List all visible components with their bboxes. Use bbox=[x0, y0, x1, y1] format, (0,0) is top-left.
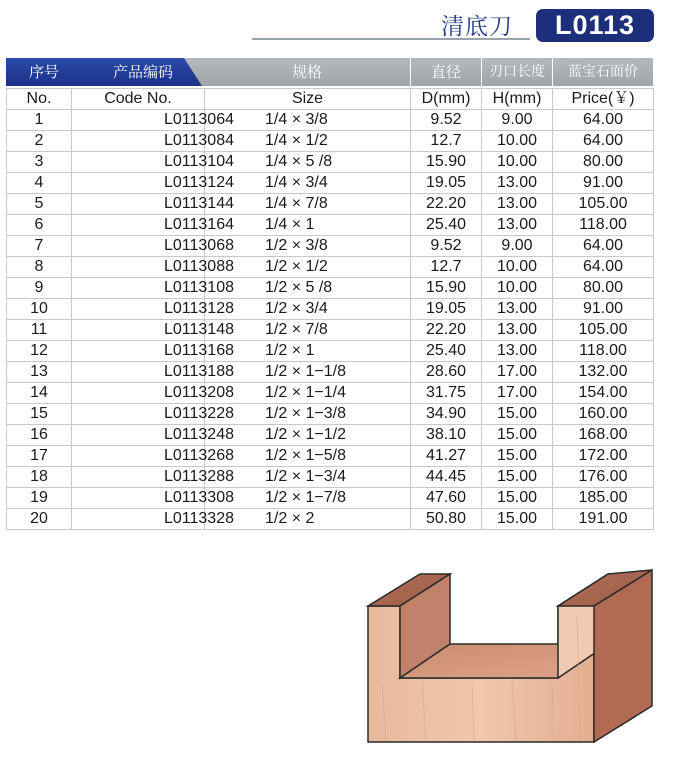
header-height: 刃口长度 bbox=[489, 64, 545, 80]
cell-height: 15.00 bbox=[482, 425, 553, 446]
product-title: 清底刀 bbox=[441, 14, 513, 40]
cell-size: 1/2 × 1−1/2 bbox=[205, 425, 411, 446]
cell-height: 10.00 bbox=[482, 278, 553, 299]
cell-code: L0113168 bbox=[72, 341, 205, 362]
cell-price: 172.00 bbox=[553, 446, 654, 467]
cell-price: 191.00 bbox=[553, 509, 654, 530]
cell-diameter: 34.90 bbox=[411, 404, 482, 425]
cell-price: 132.00 bbox=[553, 362, 654, 383]
cell-diameter: 19.05 bbox=[411, 173, 482, 194]
cell-no: 16 bbox=[7, 425, 72, 446]
cell-size: 1/2 × 2 bbox=[205, 509, 411, 530]
spec-table bbox=[6, 88, 654, 530]
cell-no: 3 bbox=[7, 152, 72, 173]
table-row bbox=[7, 152, 654, 173]
cell-no: 18 bbox=[7, 467, 72, 488]
cell-size: 1/2 × 1−3/8 bbox=[205, 404, 411, 425]
cell-no: 19 bbox=[7, 488, 72, 509]
cell-no: 9 bbox=[7, 278, 72, 299]
cell-diameter: 9.52 bbox=[411, 236, 482, 257]
cell-size: 1/2 × 1/2 bbox=[205, 257, 411, 278]
cell-price: 176.00 bbox=[553, 467, 654, 488]
cell-no: 7 bbox=[7, 236, 72, 257]
cell-price: 168.00 bbox=[553, 425, 654, 446]
cell-price: 64.00 bbox=[553, 110, 654, 131]
table-row bbox=[7, 257, 654, 278]
cell-no: 6 bbox=[7, 215, 72, 236]
cell-price: 91.00 bbox=[553, 299, 654, 320]
cell-diameter: 44.45 bbox=[411, 467, 482, 488]
cell-no: 1 bbox=[7, 110, 72, 131]
cell-height: 10.00 bbox=[482, 257, 553, 278]
cell-height: 9.00 bbox=[482, 236, 553, 257]
table-row bbox=[7, 131, 654, 152]
table-row bbox=[7, 194, 654, 215]
cell-price: 105.00 bbox=[553, 194, 654, 215]
header-price: 蓝宝石面价 bbox=[568, 64, 638, 80]
table-row bbox=[7, 341, 654, 362]
cell-size: 1/2 × 3/4 bbox=[205, 299, 411, 320]
cell-height: 10.00 bbox=[482, 152, 553, 173]
cell-price: 80.00 bbox=[553, 152, 654, 173]
cell-diameter: 25.40 bbox=[411, 341, 482, 362]
cell-code: L0113288 bbox=[72, 467, 205, 488]
cell-no: 20 bbox=[7, 509, 72, 530]
cell-size: 1/2 × 1−1/4 bbox=[205, 383, 411, 404]
cell-diameter: 41.27 bbox=[411, 446, 482, 467]
cell-size: 1/2 × 5 /8 bbox=[205, 278, 411, 299]
cell-size: 1/4 × 1/2 bbox=[205, 131, 411, 152]
cell-code: L0113144 bbox=[72, 194, 205, 215]
cell-height: 15.00 bbox=[482, 488, 553, 509]
header-size: 规格 bbox=[291, 63, 322, 81]
cell-height: 17.00 bbox=[482, 362, 553, 383]
header-code: 产品编码 bbox=[112, 63, 173, 81]
cell-size: 1/2 × 1−5/8 bbox=[205, 446, 411, 467]
cell-size: 1/4 × 5 /8 bbox=[205, 152, 411, 173]
cell-diameter: 31.75 bbox=[411, 383, 482, 404]
cell-code: L0113228 bbox=[72, 404, 205, 425]
unit-diameter: D(mm) bbox=[411, 89, 482, 110]
cell-no: 4 bbox=[7, 173, 72, 194]
cell-code: L0113148 bbox=[72, 320, 205, 341]
table-row bbox=[7, 299, 654, 320]
cell-diameter: 19.05 bbox=[411, 299, 482, 320]
cell-code: L0113308 bbox=[72, 488, 205, 509]
cell-code: L0113108 bbox=[72, 278, 205, 299]
unit-no: No. bbox=[7, 89, 72, 110]
cell-code: L0113128 bbox=[72, 299, 205, 320]
cell-diameter: 15.90 bbox=[411, 152, 482, 173]
cell-price: 154.00 bbox=[553, 383, 654, 404]
cell-no: 11 bbox=[7, 320, 72, 341]
cell-size: 1/2 × 1 bbox=[205, 341, 411, 362]
table-row bbox=[7, 110, 654, 131]
cell-height: 15.00 bbox=[482, 509, 553, 530]
cell-diameter: 28.60 bbox=[411, 362, 482, 383]
cell-size: 1/4 × 3/4 bbox=[205, 173, 411, 194]
cell-price: 185.00 bbox=[553, 488, 654, 509]
cell-code: L0113068 bbox=[72, 236, 205, 257]
unit-price: Price(￥) bbox=[553, 89, 654, 110]
table-row bbox=[7, 362, 654, 383]
header-diameter: 直径 bbox=[430, 63, 461, 81]
cell-height: 13.00 bbox=[482, 341, 553, 362]
cell-diameter: 38.10 bbox=[411, 425, 482, 446]
model-badge: L0113 bbox=[536, 9, 654, 42]
cell-no: 8 bbox=[7, 257, 72, 278]
table-row bbox=[7, 509, 654, 530]
cell-price: 118.00 bbox=[553, 215, 654, 236]
cell-price: 64.00 bbox=[553, 131, 654, 152]
cell-code: L0113104 bbox=[72, 152, 205, 173]
cell-height: 13.00 bbox=[482, 299, 553, 320]
cell-no: 5 bbox=[7, 194, 72, 215]
table-row bbox=[7, 173, 654, 194]
cell-size: 1/4 × 7/8 bbox=[205, 194, 411, 215]
cell-price: 64.00 bbox=[553, 257, 654, 278]
cell-code: L0113188 bbox=[72, 362, 205, 383]
cell-no: 13 bbox=[7, 362, 72, 383]
cell-price: 80.00 bbox=[553, 278, 654, 299]
header-no: 序号 bbox=[28, 63, 59, 81]
cell-size: 1/4 × 3/8 bbox=[205, 110, 411, 131]
cell-height: 17.00 bbox=[482, 383, 553, 404]
cell-price: 118.00 bbox=[553, 341, 654, 362]
cell-size: 1/2 × 3/8 bbox=[205, 236, 411, 257]
cell-diameter: 12.7 bbox=[411, 257, 482, 278]
cell-size: 1/2 × 7/8 bbox=[205, 320, 411, 341]
units-row bbox=[7, 89, 654, 110]
cell-size: 1/4 × 1 bbox=[205, 215, 411, 236]
table-row bbox=[7, 425, 654, 446]
cell-code: L0113164 bbox=[72, 215, 205, 236]
cell-no: 17 bbox=[7, 446, 72, 467]
cell-no: 12 bbox=[7, 341, 72, 362]
cell-no: 15 bbox=[7, 404, 72, 425]
cell-price: 105.00 bbox=[553, 320, 654, 341]
cell-diameter: 22.20 bbox=[411, 194, 482, 215]
cell-code: L0113248 bbox=[72, 425, 205, 446]
table-row bbox=[7, 236, 654, 257]
cell-height: 13.00 bbox=[482, 215, 553, 236]
cell-height: 13.00 bbox=[482, 320, 553, 341]
cell-height: 15.00 bbox=[482, 404, 553, 425]
table-row bbox=[7, 383, 654, 404]
cell-diameter: 22.20 bbox=[411, 320, 482, 341]
cell-size: 1/2 × 1−1/8 bbox=[205, 362, 411, 383]
cell-diameter: 9.52 bbox=[411, 110, 482, 131]
cell-code: L0113268 bbox=[72, 446, 205, 467]
unit-size: Size bbox=[205, 89, 411, 110]
cell-code: L0113064 bbox=[72, 110, 205, 131]
cell-no: 10 bbox=[7, 299, 72, 320]
cell-size: 1/2 × 1−3/4 bbox=[205, 467, 411, 488]
table-row bbox=[7, 278, 654, 299]
cell-code: L0113088 bbox=[72, 257, 205, 278]
cell-height: 10.00 bbox=[482, 131, 553, 152]
cell-height: 9.00 bbox=[482, 110, 553, 131]
cell-height: 13.00 bbox=[482, 173, 553, 194]
cell-diameter: 25.40 bbox=[411, 215, 482, 236]
groove-cut-illustration bbox=[362, 566, 658, 744]
cell-diameter: 47.60 bbox=[411, 488, 482, 509]
cell-height: 15.00 bbox=[482, 446, 553, 467]
cell-diameter: 50.80 bbox=[411, 509, 482, 530]
unit-height: H(mm) bbox=[482, 89, 553, 110]
cell-diameter: 12.7 bbox=[411, 131, 482, 152]
cell-code: L0113208 bbox=[72, 383, 205, 404]
cell-size: 1/2 × 1−7/8 bbox=[205, 488, 411, 509]
cell-code: L0113084 bbox=[72, 131, 205, 152]
cell-height: 13.00 bbox=[482, 194, 553, 215]
cell-price: 160.00 bbox=[553, 404, 654, 425]
cell-price: 64.00 bbox=[553, 236, 654, 257]
cell-code: L0113124 bbox=[72, 173, 205, 194]
table-row bbox=[7, 320, 654, 341]
table-row bbox=[7, 215, 654, 236]
unit-code: Code No. bbox=[72, 89, 205, 110]
table-row bbox=[7, 404, 654, 425]
cell-no: 14 bbox=[7, 383, 72, 404]
table-row bbox=[7, 446, 654, 467]
table-row bbox=[7, 467, 654, 488]
cell-diameter: 15.90 bbox=[411, 278, 482, 299]
cell-code: L0113328 bbox=[72, 509, 205, 530]
cell-height: 15.00 bbox=[482, 467, 553, 488]
cell-price: 91.00 bbox=[553, 173, 654, 194]
table-row bbox=[7, 488, 654, 509]
cell-no: 2 bbox=[7, 131, 72, 152]
